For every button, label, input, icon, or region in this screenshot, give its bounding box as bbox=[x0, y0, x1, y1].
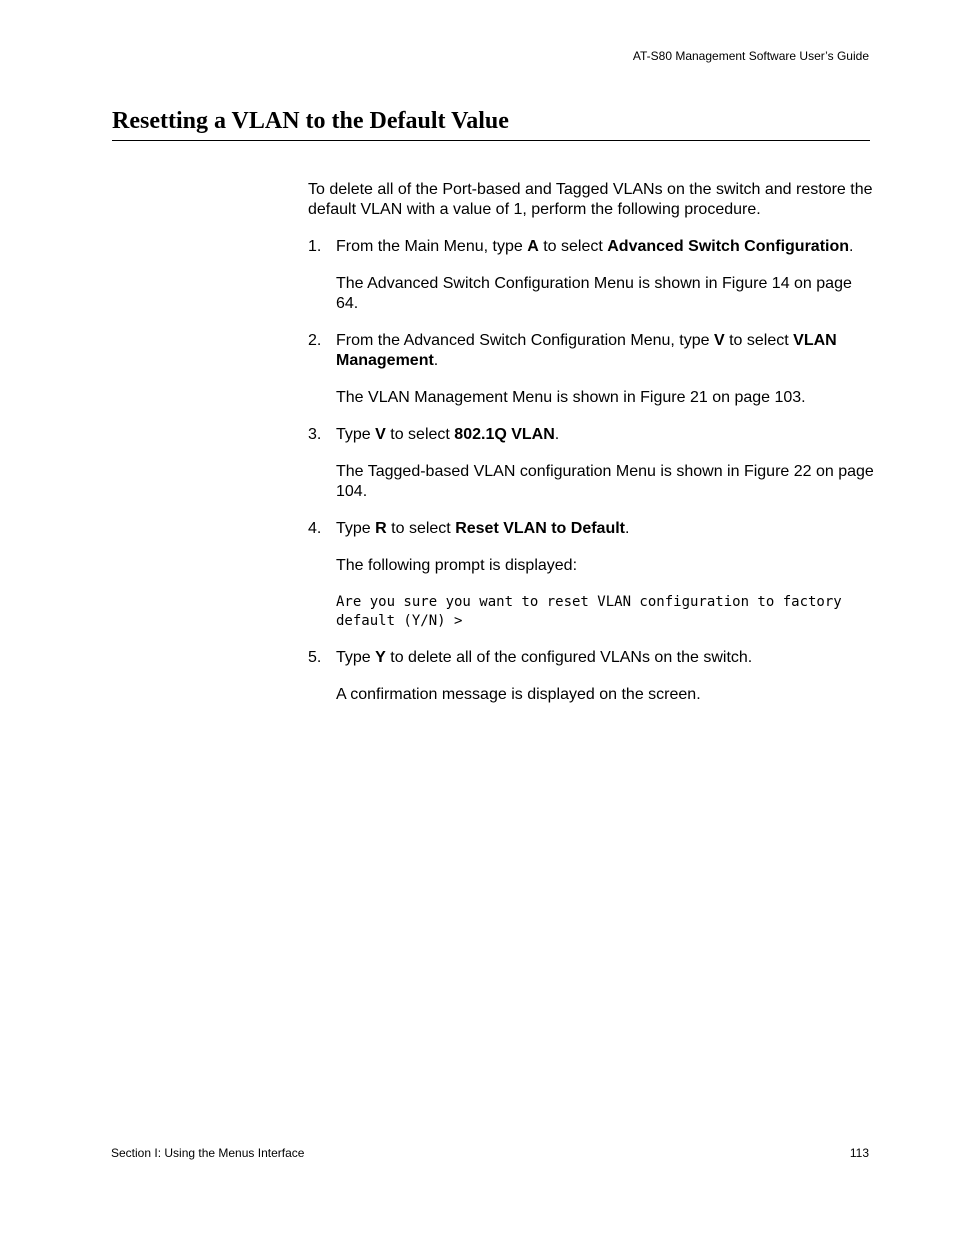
step-text-part: Type bbox=[336, 426, 376, 443]
footer-section-label: Section I: Using the Menus Interface bbox=[111, 1146, 305, 1160]
step-number: 4. bbox=[308, 520, 322, 537]
step-text-part: Type bbox=[336, 649, 376, 666]
step-menu-option: VLAN Management bbox=[336, 332, 837, 369]
step-text-part: to delete all of the configured VLANs on the switch. bbox=[385, 649, 753, 666]
body-content bbox=[308, 180, 874, 722]
step-text-part: From the Advanced Switch Configuration Menu, type bbox=[336, 332, 714, 349]
step-4 bbox=[308, 519, 874, 631]
step-key: R bbox=[375, 520, 387, 537]
step-menu-option: Reset VLAN to Default bbox=[455, 520, 625, 537]
step-key: V bbox=[713, 332, 725, 349]
section-title: Resetting a VLAN to the Default Value bbox=[112, 106, 870, 141]
step-note: The VLAN Management Menu is shown in Figure 21 on page 103. bbox=[336, 389, 806, 406]
step-note: A confirmation message is displayed on the screen. bbox=[336, 686, 701, 703]
step-note: The following prompt is displayed: bbox=[336, 557, 578, 574]
step-instruction bbox=[336, 519, 874, 539]
step-text-part: . bbox=[554, 426, 560, 443]
console-prompt: Are you sure you want to reset VLAN configuration to factory default (Y/N) > bbox=[336, 594, 851, 629]
step-text-part: . bbox=[849, 238, 854, 255]
step-instruction bbox=[336, 237, 874, 257]
step-5 bbox=[308, 648, 874, 705]
step-key: V bbox=[375, 426, 386, 443]
step-note: The Advanced Switch Configuration Menu is shown in Figure 14 on page 64. bbox=[336, 275, 852, 312]
step-text-part: to select bbox=[538, 238, 608, 255]
step-1 bbox=[308, 237, 874, 314]
step-text-part: From the Main Menu, type bbox=[336, 238, 528, 255]
step-text-part: to select bbox=[386, 520, 456, 537]
step-note: The Tagged-based VLAN configuration Menu is shown in Figure 22 on page 104. bbox=[336, 463, 874, 500]
step-number: 1. bbox=[308, 238, 322, 255]
running-header: AT-S80 Management Software User’s Guide bbox=[632, 49, 869, 63]
step-number: 3. bbox=[308, 426, 322, 443]
step-menu-option: 802.1Q VLAN bbox=[454, 426, 555, 443]
step-text-part: . bbox=[624, 520, 630, 537]
step-2 bbox=[308, 331, 874, 408]
step-instruction bbox=[336, 648, 874, 668]
step-instruction bbox=[336, 425, 874, 445]
procedure-steps bbox=[308, 237, 874, 705]
step-key: A bbox=[527, 238, 539, 255]
step-3 bbox=[308, 425, 874, 502]
step-text-part: to select bbox=[385, 426, 455, 443]
step-key: Y bbox=[375, 649, 386, 666]
step-menu-option: Advanced Switch Configuration bbox=[607, 238, 850, 255]
step-text-part: Type bbox=[336, 520, 376, 537]
step-number: 2. bbox=[308, 332, 322, 349]
step-text-part: . bbox=[433, 352, 439, 369]
intro-paragraph: To delete all of the Port-based and Tagged VLANs on the switch and restore the default VLAN with a value of 1, perform the following procedure. bbox=[308, 181, 873, 218]
step-text-part: to select bbox=[724, 332, 794, 349]
page-number: 113 bbox=[849, 1146, 869, 1160]
step-number: 5. bbox=[308, 649, 322, 666]
step-instruction bbox=[336, 331, 874, 371]
